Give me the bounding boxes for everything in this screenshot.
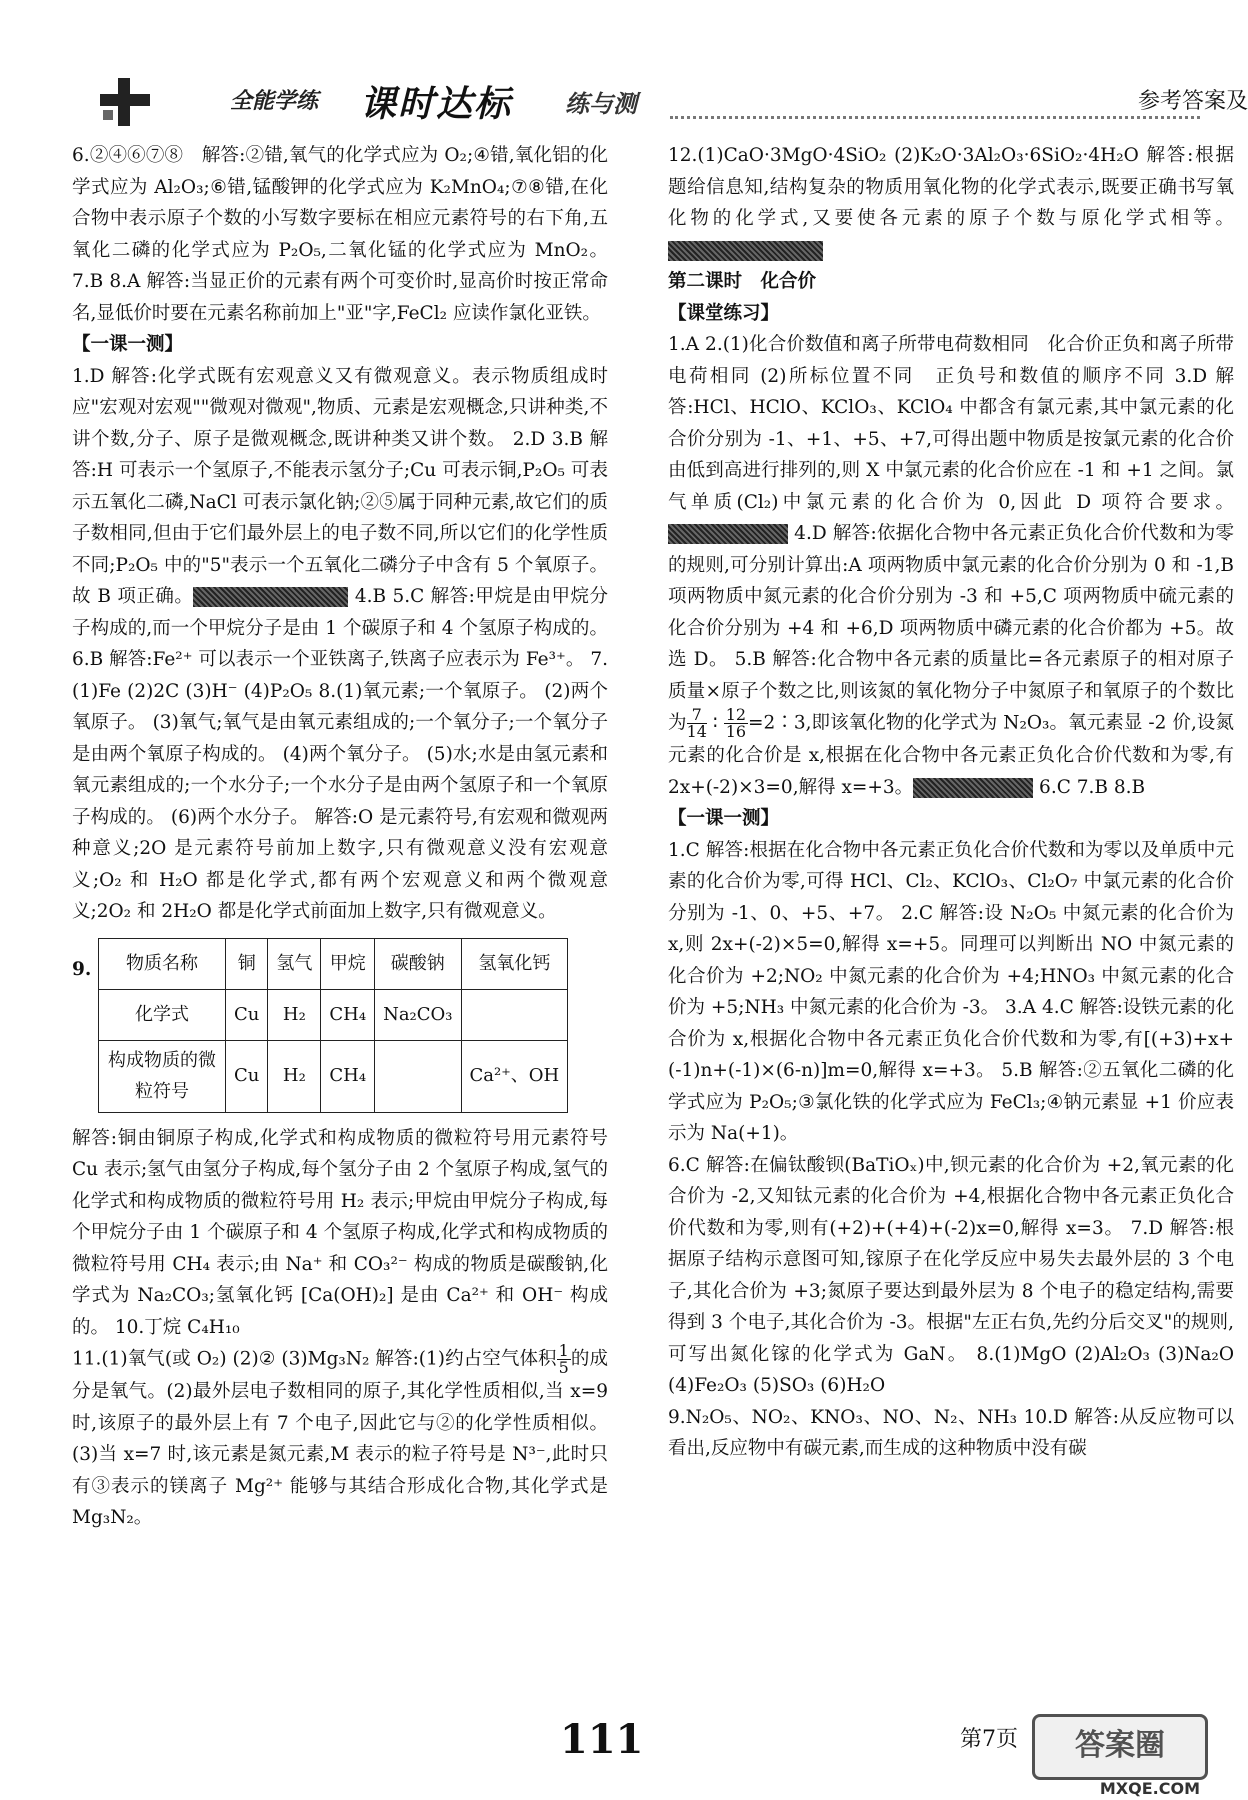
redaction-bar (193, 587, 348, 607)
fraction (557, 1343, 571, 1376)
series-title: 课时达标 (360, 84, 513, 125)
answer-block (72, 1343, 608, 1534)
table-cell: CH₄ (321, 989, 375, 1040)
table-cell (461, 989, 568, 1040)
table-cell: Cu (226, 1040, 268, 1112)
table-header-cell: 铜 (226, 938, 268, 989)
answer-text: =2∶3,即该氧化物的化学式为 N₂O₃。氧元素显 -2 价,设氮元素的化合价是 x,根据在化合物中各元素正负化合价代数和为零,有 2x+(-2)×3=0,解得 x=+3。 (668, 712, 1234, 798)
section-heading: 【课堂练习】 (668, 302, 780, 324)
fraction-numerator: 7 (687, 707, 707, 724)
section-heading: 【一课一测】 (668, 808, 780, 829)
header-dotted-rule (670, 116, 1200, 119)
series-subtitle: 练与测 (565, 89, 637, 118)
fraction-denominator: 16 (725, 722, 747, 741)
answer-block: 9.N₂O₅、NO₂、KNO₃、NO、N₂、NH₃ 10.D 解答:从反应物可以看出,反应物中有碳元素,而生成的这种物质中没有碳 (668, 1406, 1234, 1459)
right-column (668, 140, 1234, 1465)
answer-block: 6.C 解答:在偏钛酸钡(BaTiOₓ)中,钡元素的化合价为 +2,氧元素的化合价为 -2,又知钛元素的化合价为 +4,根据化合物中各元素正负化合价代数和为零,则有(+2)+(+4)+(-2)x=0,解得 x=3。 7.D 解答:根据原子结构示意图可知,镓原子在化学反应中易失去最外层的 3 个电子,其化合价为 +3;氮原子要达到最外层为 8 个电子的稳定结构,需要得到 3 个电子,其化合价为 -3。根据"左正右负,先约分后交叉"的规则,可写出氮化镓的化学式为 GaN。 8.(1)MgO (2)Al₂O₃ (3)Na₂O (4)Fe₂O₃ (5)SO₃ (6)H₂O (668, 1154, 1234, 1396)
table-header-cell: 碳酸钠 (375, 938, 461, 989)
answer-text: 的成分是氧气。(2)最外层电子数相同的原子,其化学性质相似,当 x=9 时,该原子的最外层上有 7 个电子,因此它与②的化学性质相似。(3)当 x=7 时,该元素是氮元素,M 表示的粒子符号是 N³⁻,此时只有③表示的镁离子 Mg²⁺ 能够与其结合形成化合物,其化学式是 Mg₃N₂。 (72, 1348, 608, 1528)
watermark-site: MXQE.COM (1099, 1779, 1200, 1798)
left-column (72, 140, 608, 1534)
table-header-cell: 物质名称 (99, 938, 226, 989)
lesson-title: 第二课时 化合价 (668, 271, 817, 292)
table-cell: H₂ (268, 989, 321, 1040)
question-9-table-wrapper (72, 938, 608, 1113)
answer-text: 11.(1)氧气(或 O₂) (2)② (3)Mg₃N₂ 解答:(1)约占空气体积 (72, 1348, 557, 1370)
page-header (70, 70, 1248, 130)
table-row (99, 989, 568, 1040)
answer-reference-label: 参考答案及 (1137, 89, 1248, 114)
question-number: 9. (72, 958, 92, 980)
substance-table (98, 938, 568, 1113)
answer-text: 1.D 解答:化学式既有宏观意义又有微观意义。表示物质组成时应"宏观对宏观""微观对微观",物质、元素是宏观概念,只讲种类,不讲个数,分子、原子是微观概念,既讲种类又讲个数。 2.D 3.B 解答:H 可表示一个氢原子,不能表示氢分子;Cu 可表示铜,P₂O₅ 可表示五氧化二磷,NaCl 可表示氯化钠;②⑤属于同种元素,故它们的质子数相同,但由于它们最外层上的电子数不同,所以它们的化学性质不同;P₂O₅ 中的"5"表示一个五氧化二磷分子中含有 5 个氧原子。故 B 项正确。 (72, 365, 608, 607)
answer-text: 4.D 解答:依据化合物中各元素正负化合价代数和为零的规则,可分别计算出:A 项两物质中氯元素的化合价分别为 0 和 -1,B 项两物质中氮元素的化合价分别为 -3 和 +5,C 项两物质中硫元素的化合价分别为 +4 和 +6,D 项两物质中磷元素的化合价都为 +5。故选 D。 5.B 解答:化合物中各元素的质量比=各元素原子的相对原子质量×原子个数之比,则该氮的氧化物分子中氮原子和氧原子的个数比为 (668, 523, 1234, 734)
fraction-denominator: 14 (686, 722, 707, 741)
row-label: 构成物质的微粒符号 (99, 1040, 226, 1112)
table-header-cell: 氢气 (268, 938, 321, 989)
table-cell: Cu (226, 989, 268, 1040)
redaction-bar (668, 241, 823, 261)
answer-block (72, 361, 608, 928)
table-cell: CH₄ (321, 1040, 375, 1112)
row-label: 化学式 (99, 989, 226, 1040)
answer-text: 12.(1)CaO·3MgO·4SiO₂ (2)K₂O·3Al₂O₃·6SiO₂·4H₂O 解答:根据题给信息知,结构复杂的物质用氧化物的化学式表示,既要正确书写氧化物的化学式,又要使各元素的原子个数与原化学式相等。 (668, 145, 1234, 229)
page-label: 第7页 (960, 1727, 1018, 1752)
table-row (99, 1040, 568, 1112)
table-cell: H₂ (268, 1040, 321, 1112)
answer-block: 1.C 解答:根据在化合物中各元素正负化合价代数和为零以及单质中元素的化合价为零,可得 HCl、Cl₂、KClO₃、Cl₂O₇ 中氯元素的化合价分别为 -1、0、+5、+7。 2.C 解答:设 N₂O₅ 中氮元素的化合价为 x,则 2x+(-2)×5=0,解得 x=+5。同理可以判断出 NO 中氮元素的化合价为 +2;NO₂ 中氮元素的化合价为 +4;HNO₃ 中氮元素的化合价为 +5;NH₃ 中氮元素的化合价为 -3。 3.A 4.C 解答:设铁元素的化合价为 x,根据化合物中各元素正负化合价代数和为零,有[(+3)+x+(-1)n+(-1)×(6-n)]m=0,解得 x=+3。 5.B 解答:②五氧化二磷的化学式应为 P₂O₅;③氯化铁的化学式应为 FeCl₃;④钠元素显 +1 价应表示为 Na(+1)。 (668, 839, 1234, 1144)
answer-text: 6.C 7.B 8.B (1033, 776, 1146, 798)
answer-text: 4.B 5.C 解答:甲烷是由甲烷分子构成的,而一个甲烷分子是由 1 个碳原子和 4 个氢原子构成的。 6.B 解答:Fe²⁺ 可以表示一个亚铁离子,铁离子应表示为 Fe³⁺。 7.(1)Fe (2)2C (3)H⁻ (4)P₂O₅ 8.(1)氧元素;一个氧原子。 (2)两个氧原子。 (3)氧气;氧气是由氧元素组成的;一个氧分子;一个氧分子是由两个氧原子构成的。 (4)两个氧分子。 (5)水;水是由氢元素和氧元素组成的;一个水分子;一个水分子是由两个氢原子和一个氧原子构成的。 (6)两个水分子。 解答:O 是元素符号,有宏观和微观两种意义;2O 是元素符号前加上数字,只有微观意义没有宏观意义;O₂ 和 H₂O 都是化学式,都有两个宏观意义和两个微观意义;2O₂ 和 2H₂O 都是化学式前面加上数字,只有微观意义。 (72, 586, 608, 922)
fraction-denominator: 5 (558, 1358, 569, 1377)
redaction-bar (668, 524, 788, 544)
page-number: 111 (560, 1716, 644, 1763)
answer-block: 6.②④⑥⑦⑧ 解答:②错,氧气的化学式应为 O₂;④错,氧化铝的化学式应为 Al₂O₃;⑥错,锰酸钾的化学式应为 K₂MnO₄;⑦⑧错,在化合物中表示原子个数的小写数字要标在相应元素符号的右下角,五氧化二磷的化学式应为 P₂O₅,二氧化锰的化学式应为 MnO₂。 7.B 8.A 解答:当显正价的元素有两个可变价时,显高价时按正常命名,显低价时要在元素名称前加上"亚"字,FeCl₂ 应读作氯化亚铁。 (72, 145, 608, 324)
fraction-numerator: 12 (725, 705, 747, 724)
answer-block: 1.A 2.(1)化合价数值和离子所带电荷数相同 化合价正负和离子所带电荷相同 (2)所标位置不同 正负号和数值的顺序不同 3.D 解答:HCl、HClO、KClO₃、KClO₄ 中都含有氯元素,其中氯元素的化合价分别为 -1、+1、+5、+7,可得出题中物质是按氯元素的化合价由低到高进行排列的,则 X 中氯元素的化合价应在 -1 和 +1 之间。氯气单质(Cl₂)中氯元素的化合价为 0,因此 D 项符合要求。 4.D 解答:依据化合物中各元素正负化合价代数和为零的规则,可分别计算出:A 项两物质中氯元素的化合价分别为 0 和 -1,B 项两物质中氮元素的化合价分别为 -3 和 +5,C 项两物质中硫元素的化合价分别为 +4 和 +6,D 项两物质中磷元素的化合价都为 +5。故选 D。 5.B 解答:化合物中各元素的质量比=各元素原子的相对原子质量×原子个数之比,则该氮的氧化物分子中氮原子和氧原子的个数比为 $\frac{7}{14}$ ∶ $\frac{12}{16}$ =2∶3,即该氧化物的化学式为 N₂O₃。氧元素显 -2 价,设氮元素的化合价是 x,根据在化合物中各元素正负化合价代数和为零,有 2x+(-2)×3=0,解得 x=+3。 6.C 7.B 8.B (668, 334, 1234, 798)
answer-block (668, 140, 1234, 266)
section-heading: 【一课一测】 (72, 334, 184, 355)
redaction-bar (913, 778, 1033, 798)
logo-cross-icon (100, 78, 150, 126)
table-cell: Na₂CO₃ (375, 989, 461, 1040)
table-cell: Ca²⁺、OH (461, 1040, 568, 1112)
fraction (687, 707, 707, 740)
table-header-row (99, 938, 568, 989)
answer-text: 1.A 2.(1)化合价数值和离子所带电荷数相同 化合价正负和离子所带电荷相同 (2)所标位置不同 正负号和数值的顺序不同 3.D 解答:HCl、HClO、KClO₃、KClO₄ 中都含有氯元素,其中氯元素的化合价分别为 -1、+1、+5、+7,可得出题中物质是按氯元素的化合价由低到高进行排列的,则 X 中氯元素的化合价应在 -1 和 +1 之间。氯气单质(Cl₂)中氯元素的化合价为 0,因此 D 项符合要求。 (668, 334, 1234, 513)
watermark-logo: 答案圈 (1032, 1714, 1208, 1780)
fraction (724, 707, 748, 740)
table-cell (375, 1040, 461, 1112)
table-header-cell: 氢氧化钙 (461, 938, 568, 989)
fraction-numerator: 1 (558, 1341, 569, 1360)
answer-block: 解答:铜由铜原子构成,化学式和构成物质的微粒符号用元素符号 Cu 表示;氢气由氢分子构成,每个氢分子由 2 个氢原子构成,氢气的化学式和构成物质的微粒符号用 H₂ 表示;甲烷由甲烷分子构成,每个甲烷分子由 1 个碳原子和 4 个氢原子构成,化学式和构成物质的微粒符号用 CH₄ 表示;由 Na⁺ 和 CO₃²⁻ 构成的物质是碳酸钠,化学式为 Na₂CO₃;氢氧化钙 [Ca(OH)₂] 是由 Ca²⁺ 和 OH⁻ 构成的。 10.丁烷 C₄H₁₀ (72, 1127, 608, 1338)
table-header-cell: 甲烷 (321, 938, 375, 989)
brand-name: 全能学练 (230, 89, 319, 114)
